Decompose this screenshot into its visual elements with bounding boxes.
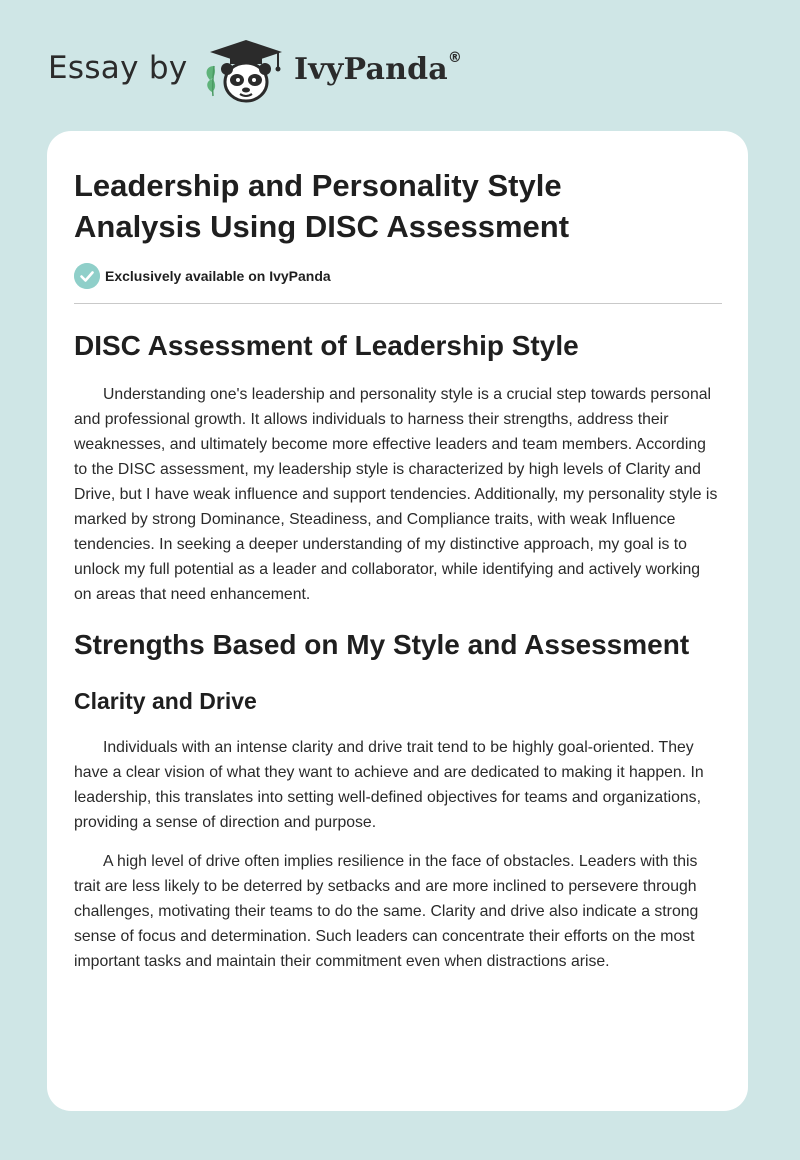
site-header — [0, 0, 800, 130]
section-heading: DISC Assessment of Leadership Style — [74, 330, 579, 361]
brand-name[interactable] — [294, 52, 462, 87]
brand-prefix: Essay by — [48, 50, 188, 86]
badge-text: Exclusively available on IvyPanda — [105, 268, 331, 284]
registered-mark: ® — [447, 50, 463, 66]
subsection-heading: Clarity and Drive — [74, 688, 257, 714]
paragraph: Understanding one's leadership and personality style is a crucial step towards personal and professional growth. It allows individuals to harness their strengths, address their weaknesses, and ultimately become more effective leaders and team members. According to the DISC assessment, my leadership style is characterized by high levels of Clarity and Drive, but I have weak influence and support tendencies. Additionally, my personality style is marked by strong Dominance, Steadiness, and Compliance traits, with weak Influence tendencies. In seeking a deeper understanding of my distinctive approach, my goal is to unlock my full potential as a leader and collaborator, while identifying and actively working on areas that need enhancement. — [74, 386, 718, 603]
brand-name-text: IvyPanda — [294, 52, 448, 87]
check-circle-icon — [74, 263, 100, 289]
essay-title: Leadership and Personality Style Analysis Using DISC Assessment — [74, 168, 570, 244]
essay-body — [74, 325, 722, 974]
panda-graduation-cap-logo[interactable] — [200, 36, 292, 108]
section-heading: Strengths Based on My Style and Assessment — [74, 629, 690, 660]
title-divider — [74, 303, 722, 304]
essay-card — [47, 131, 748, 1111]
exclusive-badge — [74, 263, 331, 289]
paragraph: Individuals with an intense clarity and drive trait tend to be highly goal-oriented. They have a clear vision of what they want to achieve and are dedicated to making it happen. In leadership, this translates into setting well-defined objectives for teams and organizations, providing a sense of direction and purpose. — [74, 739, 704, 831]
paragraph: A high level of drive often implies resilience in the face of obstacles. Leaders with this trait are less likely to be deterred by setbacks and are more inclined to persevere through challenges, motivating their teams to do the same. Clarity and drive also indicate a strong sense of focus and determination. Such leaders can concentrate their efforts on the most important tasks and maintain their commitment even when distractions arise. — [74, 853, 699, 970]
